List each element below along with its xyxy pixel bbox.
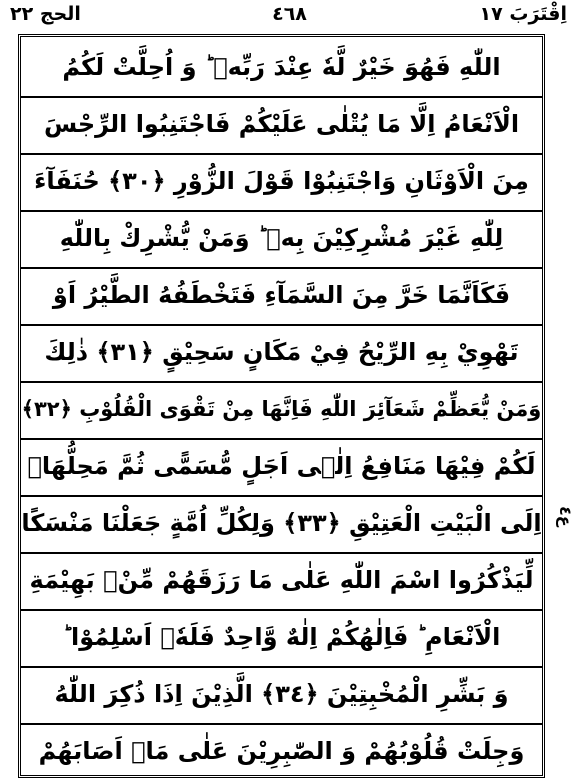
text-line: اِلَى الْبَيْتِ الْعَتِيْقِ ﴿٣٣﴾ وَلِكُلِّ اُمَّةٍ جَعَلْنَا مَنْسَكًا [21, 509, 542, 537]
surah-name: الحج ٢٢ [10, 3, 81, 25]
text-line: مِنَ الْاَوْثَانِ وَاجْتَنِبُوْا قَوْلَ الزُّوْرِ ﴿٣٠﴾ حُنَفَآءَ [34, 167, 529, 195]
page-number: ٤٦٨ [272, 3, 307, 25]
text-line: تَهْوِيْ بِهِ الرِّيْحُ فِيْ مَكَانٍ سَحِيْقٍ ﴿٣١﴾ ذٰلِكَ [44, 338, 519, 366]
ruku-marker: ع٤ [556, 505, 575, 527]
text-line: الْاَنْعَامُ اِلَّا مَا يُتْلٰى عَلَيْكُمْ فَاجْتَنِبُوا الرِّجْسَ [43, 110, 520, 138]
text-line: اللّٰهِ فَهُوَ خَيْرٌ لَّهٗ عِنْدَ رَبِّهٖ ؕ وَ اُحِلَّتْ لَكُمُ [62, 53, 501, 81]
text-line: لَكُمْ فِيْهَا مَنَافِعُ اِلٰۤى اَجَلٍ مُّسَمًّى ثُمَّ مَحِلُّهَاۤ [27, 452, 536, 480]
text-line: وَجِلَتْ قُلُوْبُهُمْ وَ الصّٰبِرِيْنَ عَلٰى مَاۤ اَصَابَهُمْ [38, 737, 525, 765]
page-header [0, 0, 579, 30]
text-line: فَكَاَنَّمَا خَرَّ مِنَ السَّمَآءِ فَتَخْطَفُهُ الطَّيْرُ اَوْ [52, 281, 511, 309]
text-line: وَمَنْ يُّعَظِّمْ شَعَآئِرَ اللّٰهِ فَاِنَّهَا مِنْ تَقْوَى الْقُلُوْبِ ﴿٣٢﴾ [21, 397, 542, 421]
text-line: لِّيَذْكُرُوا اسْمَ اللّٰهِ عَلٰى مَا رَزَقَهُمْ مِّنْۢ بَهِيْمَةِ [29, 566, 534, 594]
text-line: لِلّٰهِ غَيْرَ مُشْرِكِيْنَ بِهٖ ؕ وَمَنْ يُّشْرِكْ بِاللّٰهِ [59, 224, 504, 252]
text-line: وَ بَشِّرِ الْمُخْبِتِيْنَ ﴿٣٤﴾ الَّذِيْنَ اِذَا ذُكِرَ اللّٰهُ [54, 680, 509, 708]
para-name: اِقْتَرَبَ ١٧ [479, 3, 567, 25]
text-line: الْاَنْعَامِ ؕ فَاِلٰهُكُمْ اِلٰهٌ وَّاحِدٌ فَلَهٗۤ اَسْلِمُوْا ؕ [62, 623, 501, 651]
